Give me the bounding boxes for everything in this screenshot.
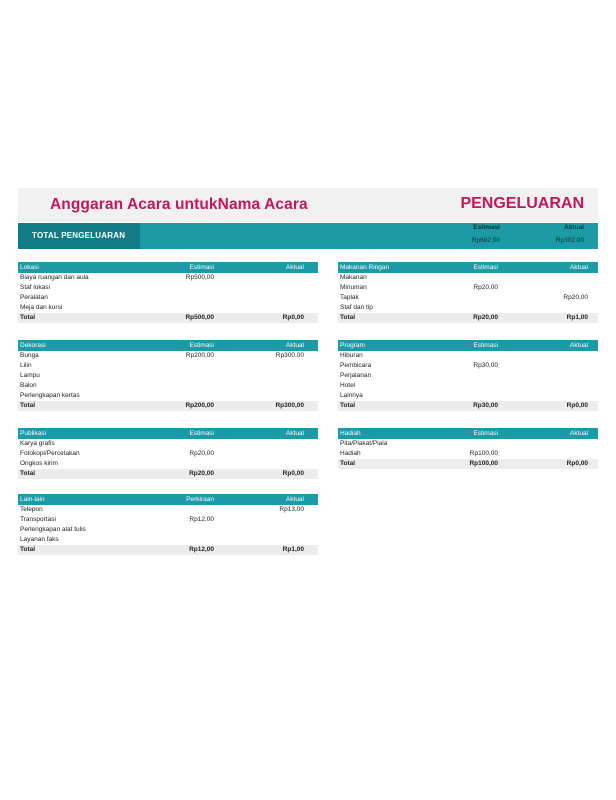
table-row: [18, 273, 318, 283]
row-act: Rp300,00: [275, 352, 304, 359]
section-header-act: Aktual: [285, 496, 304, 503]
row-label: Taplak: [340, 294, 359, 301]
section-header-est: Estimasi: [189, 264, 214, 271]
section-header-act: Aktual: [285, 342, 304, 349]
total-expense-label: TOTAL PENGELUARAN: [32, 231, 126, 240]
section-publikasi: [18, 428, 318, 479]
total-act: Rp0,00: [566, 402, 588, 409]
section-header-label: Hadiah: [340, 430, 361, 437]
row-label: Peralatan: [20, 294, 48, 301]
table-row: [18, 351, 318, 361]
table-row: [18, 535, 318, 545]
total-act: Rp0,00: [282, 470, 304, 477]
section-header-label: Dekorasi: [20, 342, 46, 349]
table-row: [18, 515, 318, 525]
row-label: Meja dan kursi: [20, 304, 63, 311]
row-est: Rp100,00: [469, 450, 498, 457]
row-est: Rp12,00: [189, 516, 214, 523]
row-label: Pembicara: [340, 362, 372, 369]
row-label: Hiburan: [340, 352, 363, 359]
table-row: [338, 371, 598, 381]
table-row: [18, 439, 318, 449]
section-header-act: Aktual: [285, 264, 304, 271]
section-hadiah: [338, 428, 598, 469]
row-label: Perjalanan: [340, 372, 372, 379]
table-row: [18, 361, 318, 371]
table-row: [338, 303, 598, 313]
section-header-act: Aktual: [569, 430, 588, 437]
table-row: [18, 459, 318, 469]
section-header: [18, 262, 318, 273]
table-row: [18, 525, 318, 535]
total-act: Rp0,00: [282, 314, 304, 321]
total-est: Rp30,00: [473, 402, 498, 409]
total-label: Total: [20, 546, 36, 553]
table-row: [338, 439, 598, 449]
section-header-label: Makanan Ringan: [340, 264, 390, 271]
section-header-label: Lokasi: [20, 264, 39, 271]
title-bar: [18, 188, 598, 222]
total-row: [18, 469, 318, 479]
row-label: Lampu: [20, 372, 40, 379]
total-est: Rp500,00: [185, 314, 214, 321]
section-header: [18, 428, 318, 439]
total-row: [18, 313, 318, 323]
row-label: Hadiah: [340, 450, 361, 457]
table-row: [18, 283, 318, 293]
total-est: Rp12,00: [189, 546, 214, 553]
row-label: Minuman: [340, 284, 367, 291]
table-row: [338, 273, 598, 283]
row-label: Staf lokasi: [20, 284, 50, 291]
table-row: [18, 391, 318, 401]
row-label: Karya grafis: [20, 440, 55, 447]
row-label: Layanan faks: [20, 536, 59, 543]
total-act: Rp1,00: [282, 546, 304, 553]
page-title: Anggaran Acara untukNama Acara: [50, 196, 308, 213]
total-est: Rp200,00: [185, 402, 214, 409]
section-lain-lain: [18, 494, 318, 555]
section-header-est: Estimasi: [189, 430, 214, 437]
table-row: [338, 283, 598, 293]
section-header: [338, 340, 598, 351]
row-label: Hotel: [340, 382, 356, 389]
section-header-est: Estimasi: [473, 430, 498, 437]
total-est: Rp100,00: [469, 460, 498, 467]
total-label: Total: [340, 460, 356, 467]
section-header-act: Aktual: [569, 342, 588, 349]
section-makanan-ringan: [338, 262, 598, 323]
section-header-est: Estimasi: [473, 342, 498, 349]
table-row: [338, 391, 598, 401]
row-label: Makanan: [340, 274, 367, 281]
total-act: Rp1,00: [566, 314, 588, 321]
row-label: Lilin: [20, 362, 32, 369]
row-label: Balon: [20, 382, 37, 389]
row-label: Bunga: [20, 352, 39, 359]
total-label: Total: [20, 470, 36, 477]
table-row: [18, 449, 318, 459]
total-act-header: Aktual: [564, 224, 584, 231]
row-label: Transportasi: [20, 516, 56, 523]
total-act-value: Rp302,00: [555, 237, 584, 244]
total-est: Rp20,00: [189, 470, 214, 477]
total-label-block: [18, 223, 140, 249]
row-est: Rp20,00: [473, 284, 498, 291]
row-label: Pita/Plakat/Piala: [340, 440, 388, 447]
section-header: [338, 428, 598, 439]
section-dekorasi: [18, 340, 318, 411]
table-row: [18, 371, 318, 381]
total-act: Rp300,00: [275, 402, 304, 409]
table-row: [338, 351, 598, 361]
total-act: Rp0,00: [566, 460, 588, 467]
table-row: [338, 361, 598, 371]
section-header-act: Aktual: [569, 264, 588, 271]
section-header-est: Estimasi: [189, 342, 214, 349]
total-expense-bar: [18, 223, 598, 249]
section-header-est: Perkiraan: [186, 496, 214, 503]
row-label: Perlengkapan kertas: [20, 392, 80, 399]
table-row: [338, 381, 598, 391]
section-lokasi: [18, 262, 318, 323]
section-header: [18, 340, 318, 351]
total-label: Total: [340, 314, 356, 321]
section-header: [18, 494, 318, 505]
table-row: [18, 303, 318, 313]
budget-sheet: [18, 188, 598, 553]
total-est: Rp20,00: [473, 314, 498, 321]
table-row: [18, 293, 318, 303]
section-header-act: Aktual: [285, 430, 304, 437]
section-header-label: Program: [340, 342, 365, 349]
section-title: PENGELUARAN: [460, 195, 584, 212]
row-label: Telepon: [20, 506, 43, 513]
total-est-header: Estimasi: [473, 224, 500, 231]
total-label: Total: [20, 402, 36, 409]
row-act: Rp20,00: [563, 294, 588, 301]
table-row: [18, 381, 318, 391]
total-row: [338, 459, 598, 469]
row-label: Lainnya: [340, 392, 363, 399]
row-est: Rp200,00: [185, 352, 214, 359]
row-label: Biaya ruangan dan aula: [20, 274, 89, 281]
total-row: [18, 545, 318, 555]
section-header-label: Publikasi: [20, 430, 47, 437]
table-row: [18, 505, 318, 515]
section-program: [338, 340, 598, 411]
total-row: [18, 401, 318, 411]
table-row: [338, 449, 598, 459]
row-label: Ongkos kirim: [20, 460, 58, 467]
row-label: Perlengkapan alat tulis: [20, 526, 86, 533]
row-label: Fotokopi/Percetakan: [20, 450, 80, 457]
row-act: Rp13,00: [279, 506, 304, 513]
row-est: Rp30,00: [473, 362, 498, 369]
total-est-value: Rp682,00: [471, 237, 500, 244]
table-row: [338, 293, 598, 303]
row-label: Staf dan tip: [340, 304, 373, 311]
section-header-label: Lain-lain: [20, 496, 45, 503]
row-est: Rp20,00: [189, 450, 214, 457]
total-label: Total: [20, 314, 36, 321]
section-header-est: Estimasi: [473, 264, 498, 271]
section-header: [338, 262, 598, 273]
total-row: [338, 313, 598, 323]
total-row: [338, 401, 598, 411]
total-label: Total: [340, 402, 356, 409]
row-est: Rp500,00: [185, 274, 214, 281]
